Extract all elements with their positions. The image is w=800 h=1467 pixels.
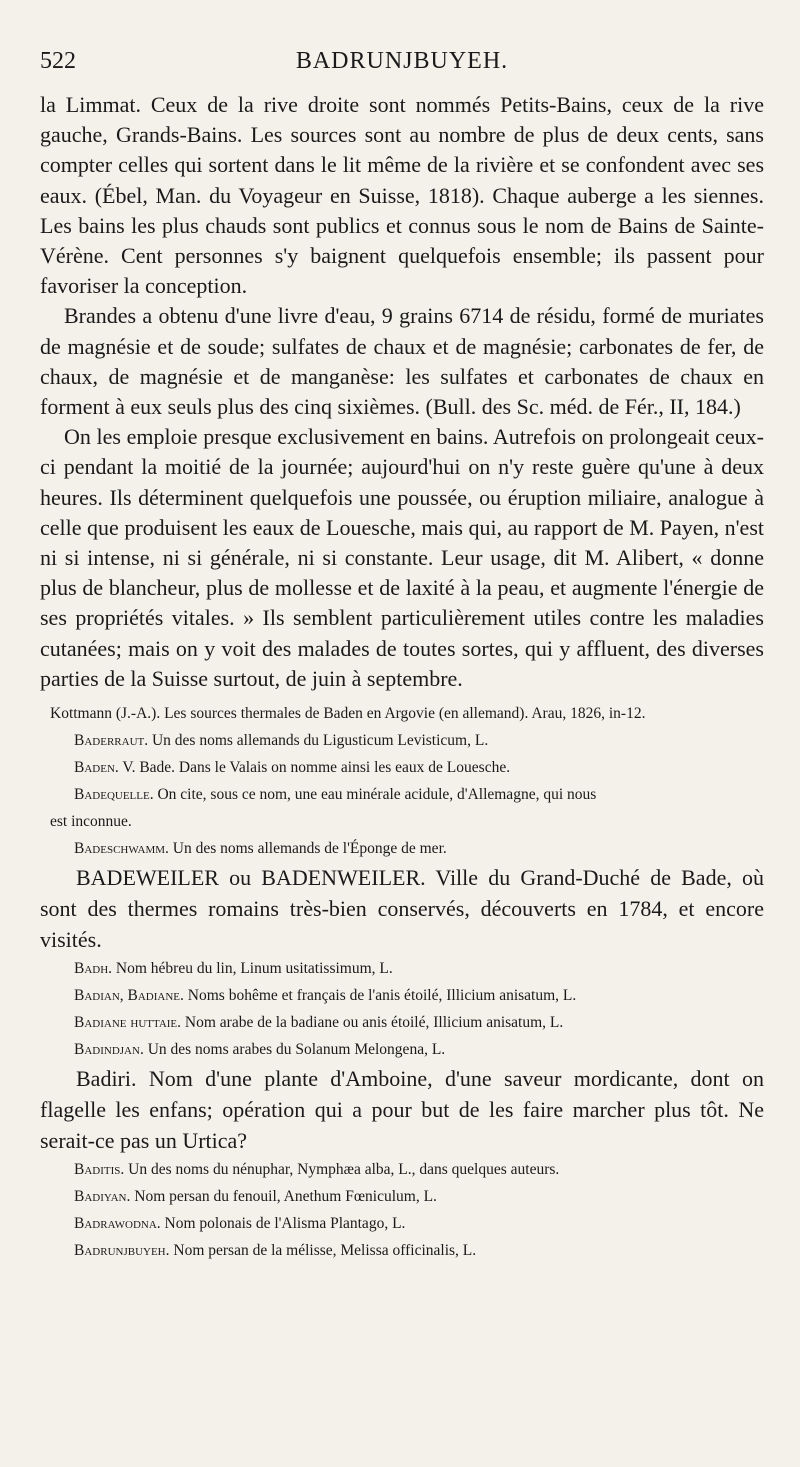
entry-baderraut: Baderraut. Un des noms allemands du Ligusticum Levisticum, L. [74,732,489,750]
entry-badeschwamm: Badeschwamm. Un des noms allemands de l'Éponge de mer. [74,840,447,858]
entry-badrawodna: Badrawodna. Nom polonais de l'Alisma Plantago, L. [74,1215,406,1233]
paragraph-limmat: la Limmat. Ceux de la rive droite sont nommés Petits-Bains, ceux de la rive gauche, Grands-Bains. Les sources sont au nombre de plus de deux cents, sans compter celles qui sortent dans le lit même de la rivière et se confondent avec ses eaux. (Ébel, Man. du Voyageur en Suisse, 1818). Chaque auberge a les siennes. Les bains les plus chauds sont publics et connus sous le nom de Bains de Sainte-Vérène. Cent personnes s'y baignent quelquefois ensemble; ils passent pour favoriser la conception. [40,92,764,299]
entry-badequelle: Badequelle. On cite, sous ce nom, une eau minérale acidule, d'Allemagne, qui nous [74,786,597,804]
running-head: BADRUNJBUYEH. [295,48,509,74]
reference-kottmann: Kottmann (J.-A.). Les sources thermales de Baden en Argovie (en allemand). Arau, 1826, in-12. [50,705,646,723]
entry-badiyan: Badiyan. Nom persan du fenouil, Anethum Fœniculum, L. [74,1188,437,1206]
entries-group-b [40,955,764,1063]
entry-badeweiler: BADEWEILER ou BADENWEILER. Ville du Grand-Duché de Bade, où sont des thermes romains très-bien conservés, découverts en 1784, et encore visités. [40,865,764,953]
entry-badiri: Badiri. Nom d'une plante d'Amboine, d'une saveur mordicante, dont on flagelle les enfans; opération qui a pour but de les faire marcher plus tôt. Ne serait-ce pas un Urtica? [40,1066,764,1154]
page-header [40,48,764,90]
entries-group-a [40,727,764,862]
entry-badiane-huttaie: Badiane huttaie. Nom arabe de la badiane ou anis étoilé, Illicium anisatum, L. [74,1014,564,1032]
entry-badh: Badh. Nom hébreu du lin, Linum usitatissimum, L. [74,960,393,978]
entry-badian: Badian, Badiane. Noms bohême et français de l'anis étoilé, Illicium anisatum, L. [74,987,577,1005]
page-body [40,90,764,1264]
entry-baden: Baden. V. Bade. Dans le Valais on nomme ainsi les eaux de Louesche. [74,759,511,777]
entry-baditis: Baditis. Un des noms du nénuphar, Nymphæa alba, L., dans quelques auteurs. [74,1161,560,1179]
page-number: 522 [40,48,76,74]
paragraph-brandes: Brandes a obtenu d'une livre d'eau, 9 grains 6714 de résidu, formé de muriates de magnésie et de soude; sulfates de chaux et de magnésie; carbonates de fer, de chaux, de magnésie et de manganèse: les sulfates et carbonates de chaux en forment à eux seuls plus des cinq sixièmes. (Bull. des Sc. méd. de Fér., II, 184.) [40,303,764,420]
entry-badindjan: Badindjan. Un des noms arabes du Solanum Melongena, L. [74,1041,446,1059]
paragraph-usage: On les emploie presque exclusivement en bains. Autrefois on prolongeait ceux-ci pendant la moitié de la journée; aujourd'hui on n'y reste guère qu'une à deux heures. Ils déterminent quelquefois une poussée, ou éruption miliaire, analogue à celle que produisent les eaux de Louesche, mais qui, au rapport de M. Payen, n'est ni si intense, ni si générale, ni si constante. Leur usage, dit M. Alibert, « donne plus de blancheur, plus de mollesse et de laxité à la peau, et augmente l'énergie de ses propriétés vitales. » Ils semblent particulièrement utiles contre les maladies cutanées; mais on y voit des malades de toutes sortes, qui y affluent, des diverses parties de la Suisse surtout, de juin à septembre. [40,424,764,691]
entries-group-c [40,1156,764,1264]
entry-badequelle-cont: est inconnue. [50,813,132,831]
entry-badrunjbuyeh: Badrunjbuyeh. Nom persan de la mélisse, Melissa officinalis, L. [74,1242,477,1260]
